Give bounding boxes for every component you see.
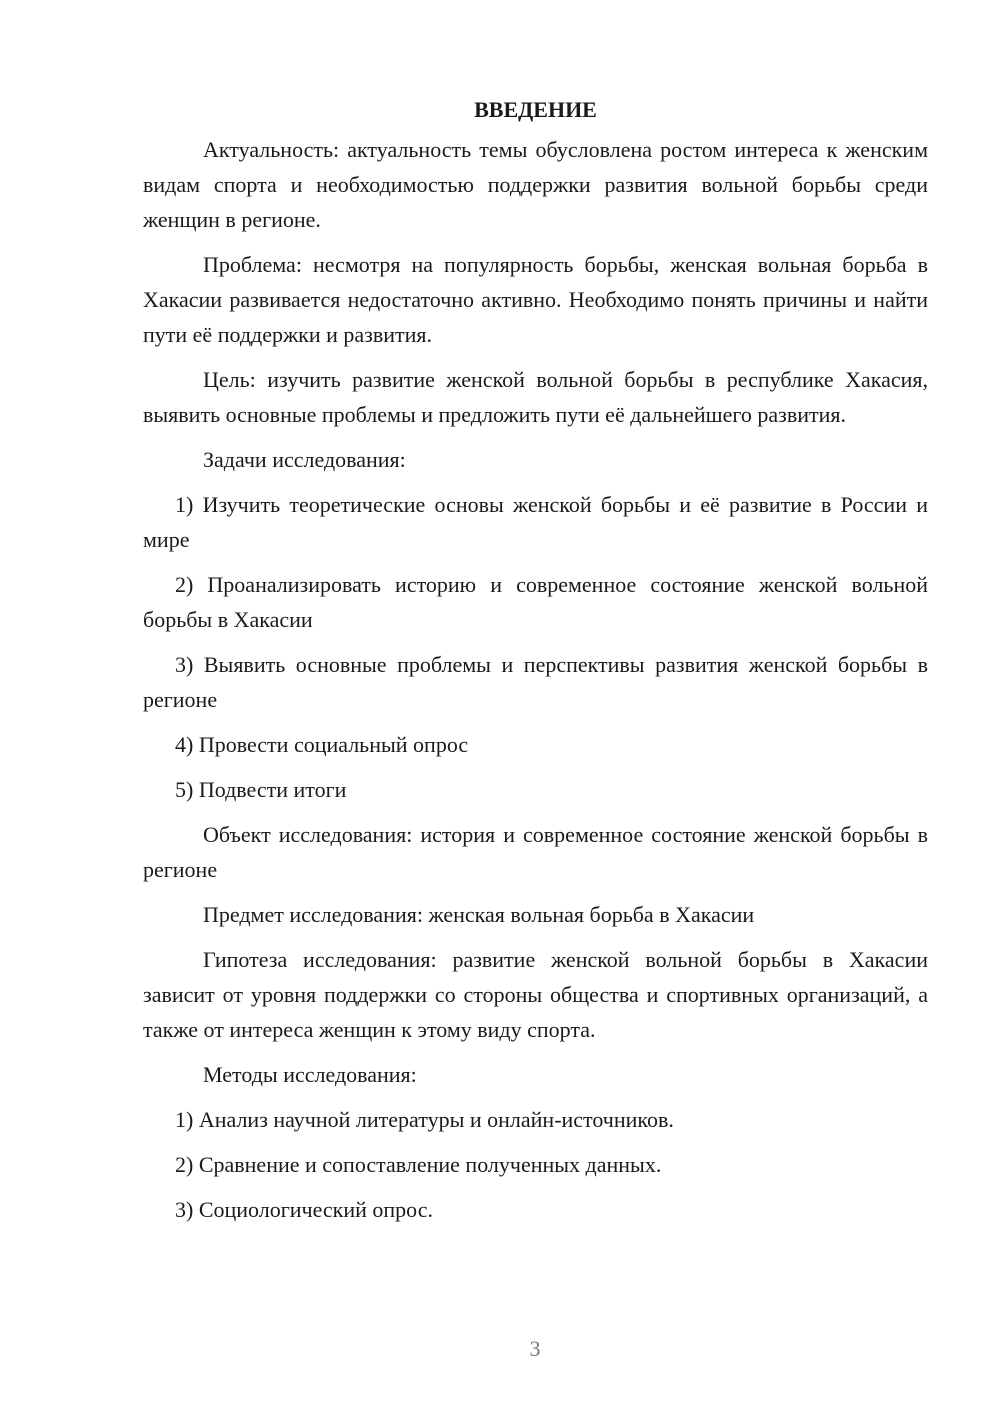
subject-paragraph: Предмет исследования: женская вольная борьба в Хакасии (203, 902, 755, 927)
tasks-heading: Задачи исследования: (203, 447, 406, 472)
task-item: 5) Подвести итоги (175, 777, 347, 802)
section-title: ВВЕДЕНИЕ (474, 97, 597, 122)
goal-paragraph: Цель: изучить развитие женской вольной борьбы в республике Хакасия, выявить основные проблемы и предложить пути её дальнейшего развития. (143, 367, 928, 427)
task-item: 3) Выявить основные проблемы и перспективы развития женской борьбы в регионе (143, 652, 928, 712)
problem-paragraph: Проблема: несмотря на популярность борьбы, женская вольная борьба в Хакасии развивается недостаточно активно. Необходимо понять причины и найти пути её поддержки и развития. (143, 252, 928, 347)
method-item: 2) Сравнение и сопоставление полученных данных. (175, 1152, 662, 1177)
method-item: 3) Социологический опрос. (175, 1197, 433, 1222)
page-number: 3 (529, 1336, 541, 1361)
method-item: 1) Анализ научной литературы и онлайн-источников. (175, 1107, 674, 1132)
task-item: 2) Проанализировать историю и современное состояние женской вольной борьбы в Хакасии (143, 572, 928, 632)
document-page (143, 92, 928, 1237)
task-item: 1) Изучить теоретические основы женской борьбы и её развитие в России и мире (143, 492, 928, 552)
task-item: 4) Провести социальный опрос (175, 732, 469, 757)
relevance-paragraph: Актуальность: актуальность темы обусловлена ростом интереса к женским видам спорта и необходимостью поддержки развития вольной борьбы среди женщин в регионе. (143, 137, 928, 232)
methods-heading: Методы исследования: (203, 1062, 417, 1087)
object-paragraph: Объект исследования: история и современное состояние женской борьбы в регионе (143, 822, 928, 882)
hypothesis-paragraph: Гипотеза исследования: развитие женской вольной борьбы в Хакасии зависит от уровня поддержки со стороны общества и спортивных организаций, а также от интереса женщин к этому виду спорта. (143, 947, 928, 1042)
